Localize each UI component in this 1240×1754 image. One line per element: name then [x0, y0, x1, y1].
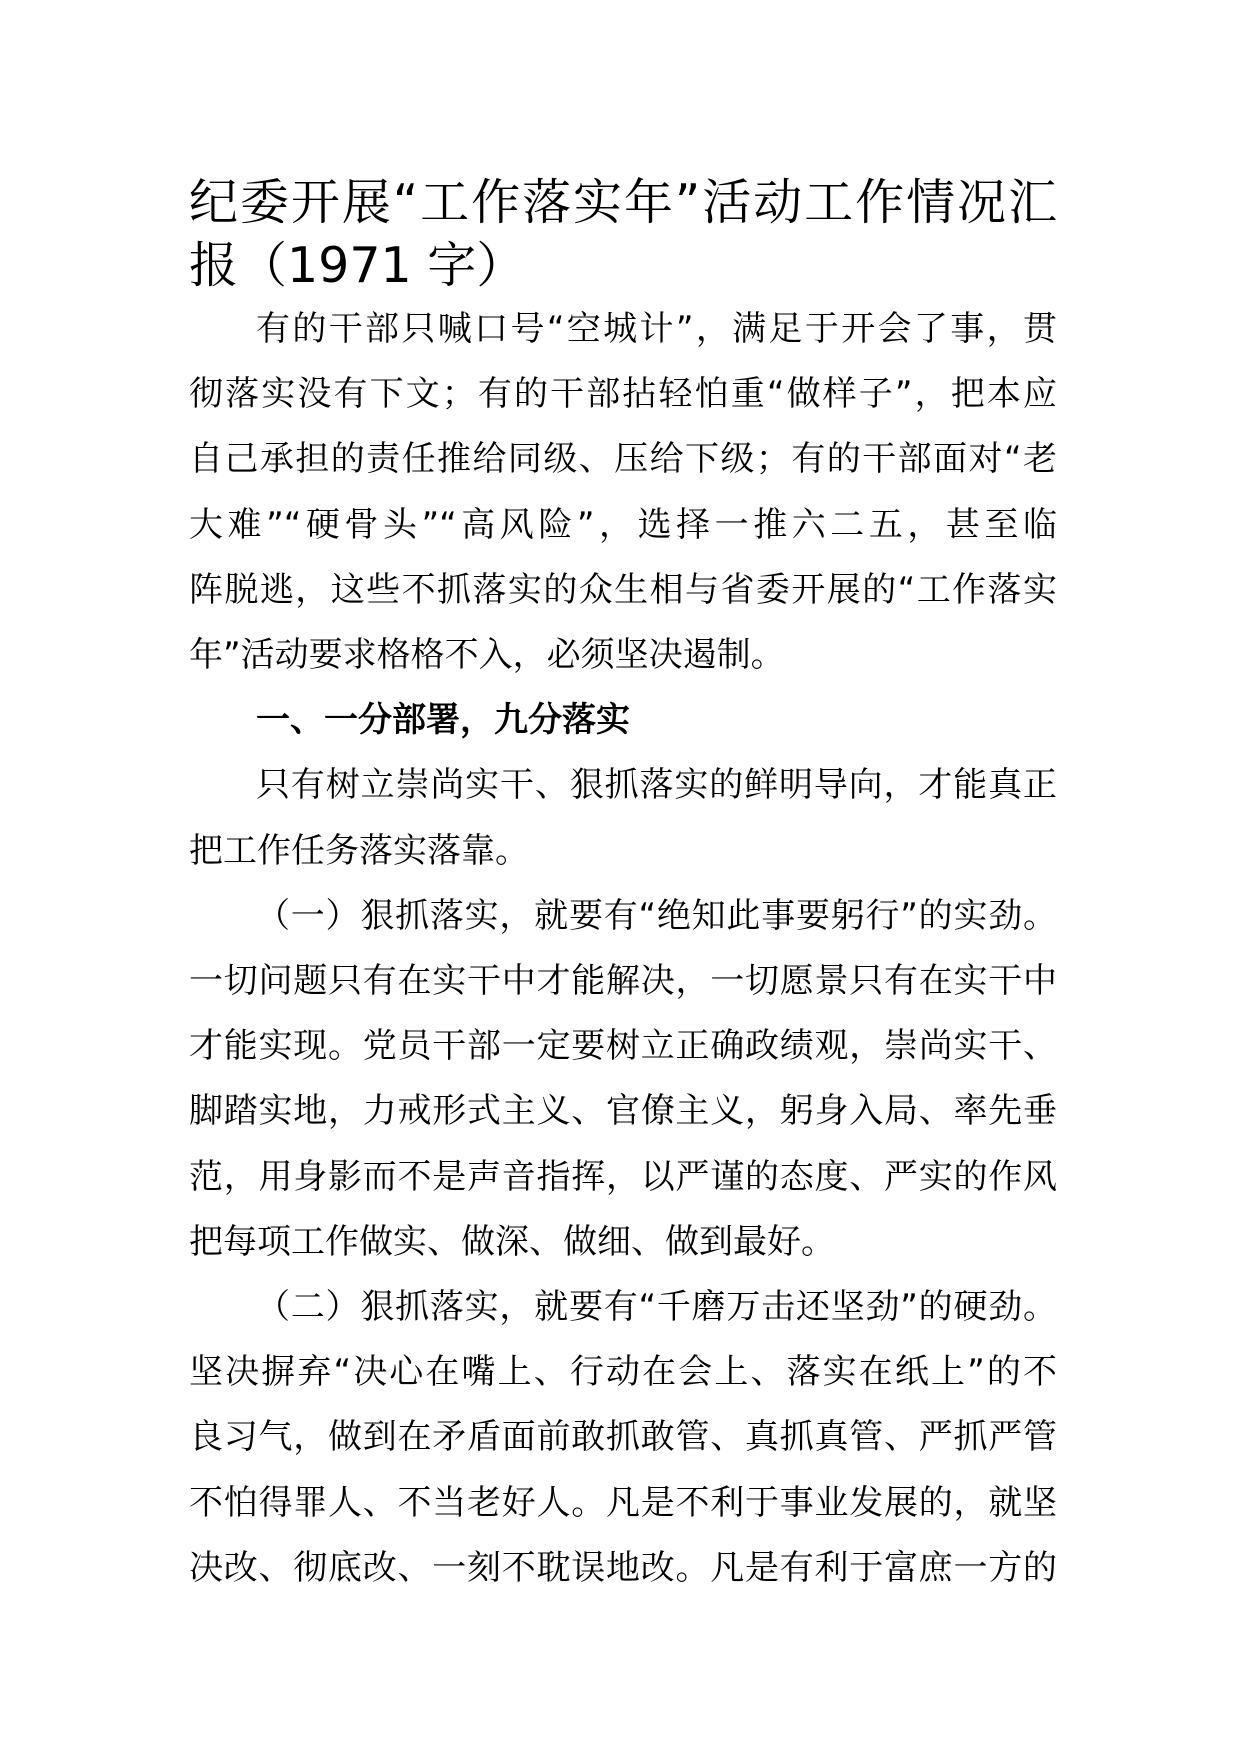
title-line: 纪委开展“工作落实年”活动工作情况汇 — [189, 174, 1057, 231]
paragraph-line: 有的干部只喊口号“空城计”，满足于开会了事，贯 — [256, 309, 1057, 349]
document-page — [189, 171, 1057, 1601]
paragraph-line: 自己承担的责任推给同级、压给下级；有的干部面对“老 — [189, 439, 1057, 480]
paragraph-line: 良习气，做到在矛盾面前敢抓敢管、真抓真管、严抓严管 — [189, 1417, 1057, 1458]
document-body — [189, 297, 1057, 1601]
paragraph-line: 决改、彻底改、一刻不耽误地改。凡是有利于富庶一方的 — [189, 1547, 1057, 1588]
paragraph-line: 只有树立崇尚实干、狠抓落实的鲜明导向，才能真正 — [256, 765, 1057, 806]
paragraph-line: 把工作任务落实落靠。 — [189, 830, 529, 871]
paragraph-line: 脚踏实地，力戒形式主义、官僚主义，躬身入局、率先垂 — [189, 1091, 1057, 1132]
paragraph-line: 范，用身影而不是声音指挥，以严谨的态度、严实的作风 — [189, 1156, 1057, 1197]
title-line: 报（1971 字） — [189, 237, 526, 294]
paragraph-line: 不怕得罪人、不当老好人。凡是不利于事业发展的，就坚 — [189, 1482, 1057, 1523]
subsection-line: （二）狠抓落实，就要有“千磨万击还坚劲”的硬劲。 — [256, 1287, 1057, 1328]
paragraph-line: 把每项工作做实、做深、做细、做到最好。 — [189, 1221, 835, 1262]
paragraph-line: 年”活动要求格格不入，必须坚决遏制。 — [189, 635, 785, 676]
document-title — [189, 171, 1057, 297]
paragraph-line: 彻落实没有下文；有的干部拈轻怕重“做样子”，把本应 — [189, 374, 1057, 415]
paragraph-line: 大难”“硬骨头”“高风险”，选择一推六二五，甚至临 — [189, 504, 1057, 545]
subsection-line: （一）狠抓落实，就要有“绝知此事要躬行”的实劲。 — [256, 895, 1057, 936]
paragraph-line: 才能实现。党员干部一定要树立正确政绩观，崇尚实干、 — [189, 1026, 1057, 1067]
section-heading: 一、一分部署，九分落实 — [256, 700, 630, 741]
paragraph-line: 阵脱逃，这些不抓落实的众生相与省委开展的“工作落实 — [189, 569, 1057, 610]
paragraph-line: 一切问题只有在实干中才能解决，一切愿景只有在实干中 — [189, 961, 1057, 1002]
paragraph-line: 坚决摒弃“决心在嘴上、行动在会上、落实在纸上”的不 — [189, 1352, 1057, 1393]
